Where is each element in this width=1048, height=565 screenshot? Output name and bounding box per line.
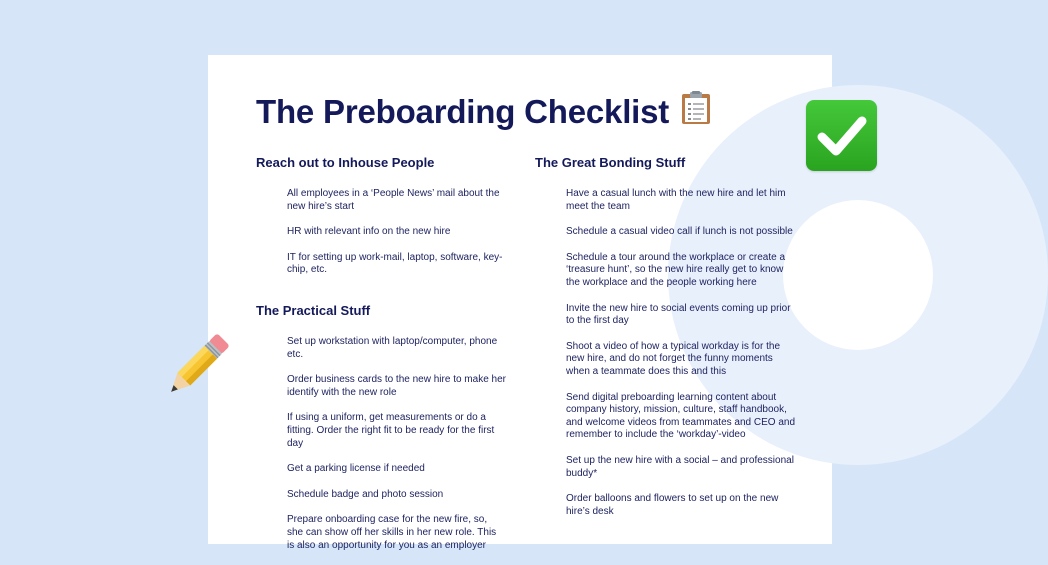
- practical-list: [256, 336, 506, 552]
- list-item: Schedule badge and photo session: [287, 488, 444, 500]
- section-heading-inhouse: Reach out to Inhouse People: [256, 155, 435, 170]
- list-item: Schedule a casual video call if lunch is not possible: [566, 226, 793, 238]
- page-title-text: The Preboarding Checklist: [256, 93, 670, 130]
- list-item: Invite the new hire to social events coming up prior to the first day: [566, 302, 791, 327]
- section-heading-bonding: The Great Bonding Stuff: [535, 155, 686, 170]
- list-item: If using a uniform, get measurements or do a fitting. Order the right fit to be ready for the first day: [287, 412, 495, 449]
- clipboard-icon: [681, 91, 711, 133]
- list-item: Prepare onboarding case for the new fire, so, she can show off her skills in her new role. This is also an opportunity for you as an employer: [287, 514, 497, 551]
- list-item: Set up the new hire with a social – and professional buddy*: [566, 454, 794, 479]
- list-item: HR with relevant info on the new hire: [287, 226, 451, 238]
- section-heading-practical: The Practical Stuff: [256, 302, 371, 318]
- list-item: Shoot a video of how a typical workday is for the new hire, and do not forget the funny moments when a teammate does this and this: [566, 340, 781, 377]
- checklist-page: [208, 55, 832, 551]
- bonding-list: [535, 188, 795, 518]
- list-item: Get a parking license if needed: [287, 463, 425, 475]
- right-column: [535, 155, 795, 531]
- list-item: Set up workstation with laptop/computer, phone etc.: [287, 335, 498, 360]
- check-mark-button-icon: [806, 100, 877, 171]
- list-item: Schedule a tour around the workplace or create a ‘treasure hunt’, so the new hire really get to know the workplace and the people working here: [566, 251, 786, 288]
- page-title: [256, 91, 711, 133]
- list-item: Order business cards to the new hire to make her identify with the new role: [287, 374, 506, 398]
- decorative-circle-inner: [783, 200, 933, 350]
- list-item: All employees in a ‘People News’ mail about the new hire’s start: [287, 188, 500, 212]
- list-item: Order balloons and flowers to set up on the new hire’s desk: [566, 493, 779, 517]
- left-column: [256, 155, 506, 565]
- pencil-icon: [158, 325, 238, 410]
- list-item: Have a casual lunch with the new hire and let him meet the team: [566, 188, 786, 212]
- list-item: Send digital preboarding learning content about company history, mission, culture, staff handbook, and welcome videos from teammates and CEO and remember to include the ‘workday’-video: [566, 391, 795, 441]
- inhouse-list: [256, 188, 506, 277]
- list-item: IT for setting up work-mail, laptop, software, key-chip, etc.: [287, 251, 503, 276]
